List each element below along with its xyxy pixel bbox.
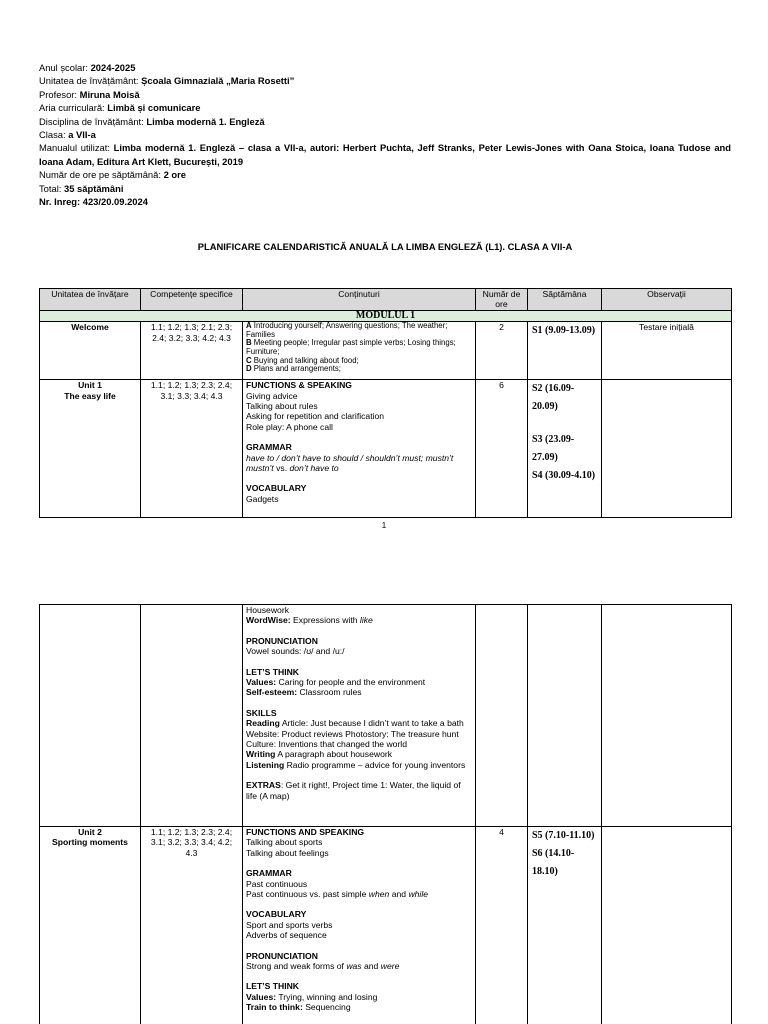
week-item: S4 (30.09-4.10) bbox=[532, 470, 596, 482]
content-item: Past continuous bbox=[246, 878, 308, 889]
curricular-area-label: Aria curriculară: bbox=[39, 102, 108, 114]
content-label: Self-esteem: bbox=[246, 687, 298, 698]
unit-title bbox=[40, 827, 141, 1024]
section-heading: VOCABULARY bbox=[246, 909, 307, 920]
content-item bbox=[246, 760, 472, 770]
teacher-value: Miruna Moisă bbox=[79, 88, 140, 100]
content-text: like bbox=[359, 615, 373, 626]
content-text: Buying and talking about food; bbox=[251, 355, 359, 365]
content-item bbox=[246, 889, 472, 899]
content-label: Writing bbox=[246, 749, 276, 760]
content-item: Role play: A phone call bbox=[246, 421, 333, 432]
school-year-value: 2024-2025 bbox=[90, 62, 136, 73]
page-2 bbox=[0, 604, 768, 1024]
textbook-value: Limba modernă 1. Engleză – clasa a VII-a, autori: Herbert Puchta, Jeff Stranks, Peter Lewis-Jones with Oana Stoica, Ioana Tudose and Ioana Adam, Editura Art Klett, București, 2019 bbox=[39, 142, 731, 167]
table-header-row bbox=[40, 289, 732, 311]
observations-cell: Testare inițială bbox=[602, 322, 732, 380]
competences-cell bbox=[141, 605, 243, 827]
content-item: Giving advice bbox=[246, 390, 298, 401]
textbook-label: Manualul utilizat: bbox=[39, 142, 114, 154]
content-label: Values: bbox=[246, 677, 277, 688]
section-heading: LET’S THINK bbox=[246, 666, 299, 677]
content-text: Trying, winning and losing bbox=[276, 991, 378, 1002]
content-item bbox=[246, 749, 472, 759]
unit-number: Unit 2 bbox=[78, 827, 102, 837]
week-cell bbox=[528, 380, 602, 518]
subject-line bbox=[39, 115, 731, 128]
week-cell bbox=[528, 827, 602, 1024]
content-text: was bbox=[346, 961, 362, 972]
unit-title: Welcome bbox=[40, 322, 141, 380]
content-item bbox=[246, 780, 472, 801]
curricular-area-line bbox=[39, 101, 731, 114]
content-item: Asking for repetition and clarification bbox=[246, 411, 385, 422]
content-item bbox=[246, 322, 472, 339]
registration-value: Nr. Inreg: 423/20.09.2024 bbox=[39, 196, 148, 208]
subject-value: Limba modernă 1. Engleză bbox=[146, 115, 265, 127]
content-text: : Get it right!, Project time 1: Water, the liquid of life (A map) bbox=[246, 780, 461, 801]
hours-cell: 6 bbox=[476, 380, 528, 518]
content-item bbox=[246, 992, 472, 1002]
content-label: EXTRAS bbox=[246, 780, 281, 791]
contents-cell bbox=[243, 380, 476, 518]
hours-cell: 4 bbox=[476, 827, 528, 1024]
content-item: Housework bbox=[246, 605, 289, 615]
hours-cell bbox=[476, 605, 528, 827]
grammar-text: vs. bbox=[276, 463, 290, 474]
module-title: MODULUL 1 bbox=[40, 310, 732, 321]
section-heading: VOCABULARY bbox=[246, 483, 307, 494]
hours-label: Număr de ore pe săptămână: bbox=[39, 169, 164, 181]
content-item bbox=[246, 339, 472, 356]
contents-cell bbox=[243, 605, 476, 827]
observations-cell bbox=[602, 605, 732, 827]
textbook-line bbox=[39, 141, 731, 168]
grammar-text: don’t have to bbox=[289, 463, 339, 474]
header-hours: Număr de ore bbox=[476, 289, 528, 311]
section-heading: PRONUNCIATION bbox=[246, 950, 318, 961]
total-line bbox=[39, 182, 731, 195]
plan-table bbox=[39, 288, 732, 518]
header-observations: Observații bbox=[602, 289, 732, 311]
content-label: Listening bbox=[246, 759, 285, 770]
total-label: Total: bbox=[39, 182, 65, 194]
content-label: Train to think: bbox=[246, 1002, 303, 1013]
header-contents: Conținuturi bbox=[243, 289, 476, 311]
content-item bbox=[246, 365, 472, 374]
curricular-area-value: Limbă și comunicare bbox=[107, 102, 201, 114]
subject-label: Disciplina de învățământ: bbox=[39, 115, 147, 127]
total-value: 35 săptămâni bbox=[64, 182, 124, 194]
unit-name: Sporting moments bbox=[52, 837, 128, 848]
competences-cell: 1.1; 1.2; 1.3; 2.3; 2.4; 3.1; 3.3; 3.4; 4.3 bbox=[141, 380, 243, 518]
table-row bbox=[40, 380, 732, 518]
content-text: A paragraph about housework bbox=[275, 749, 393, 760]
content-item bbox=[246, 615, 472, 625]
teacher-line bbox=[39, 88, 731, 101]
content-letter: C bbox=[246, 355, 252, 365]
week-item: S3 (23.09-27.09) bbox=[532, 434, 575, 464]
content-text: and bbox=[389, 889, 409, 900]
content-text: Meeting people; Irregular past simple verbs; Losing things; Furniture; bbox=[246, 338, 456, 356]
content-text: while bbox=[408, 889, 429, 900]
content-text: Sequencing bbox=[302, 1002, 351, 1013]
hours-line bbox=[39, 168, 731, 181]
content-text: Article: Just because I didn’t want to take a bath Website: Product reviews Photostory: The treasure hunt Culture: Inventions that changed the world bbox=[246, 718, 464, 750]
section-heading: PRONUNCIATION bbox=[246, 635, 318, 646]
school-label: Unitatea de învățământ: bbox=[39, 75, 142, 87]
unit-number: Unit 1 bbox=[78, 380, 102, 391]
table-row bbox=[40, 605, 732, 827]
registration-line bbox=[39, 195, 731, 208]
week-item: S6 (14.10-18.10) bbox=[532, 848, 575, 877]
content-text: Radio programme – advice for young inventors bbox=[284, 759, 466, 770]
content-label: Reading bbox=[246, 718, 280, 729]
week-item: S2 (16.09-20.09) bbox=[532, 383, 575, 413]
content-item bbox=[246, 677, 472, 687]
content-item: Talking about sports bbox=[246, 837, 323, 848]
table-row bbox=[40, 827, 732, 1024]
content-text: Expressions with bbox=[290, 615, 360, 626]
content-item: Talking about feelings bbox=[246, 847, 329, 858]
week-item: S5 (7.10-11.10) bbox=[532, 830, 595, 841]
content-item: Talking about rules bbox=[246, 401, 318, 412]
competences-cell: 1.1; 1.2; 1.3; 2.1; 2.3; 2.4; 3.2; 3.3; 4.2; 4.3 bbox=[141, 322, 243, 380]
competences-cell: 1.1; 1.2; 1.3; 2.3; 2.4; 3.1; 3.2; 3.3; 3.4; 4.2; 4.3 bbox=[141, 827, 243, 1024]
contents-cell bbox=[243, 827, 476, 1024]
content-item bbox=[246, 1002, 472, 1012]
content-item: Adverbs of sequence bbox=[246, 930, 327, 941]
school-value: Școala Gimnazială „Maria Rosetti” bbox=[141, 75, 295, 87]
unit-title bbox=[40, 380, 141, 518]
week-cell bbox=[528, 605, 602, 827]
document-header bbox=[39, 61, 731, 208]
content-text: Past continuous vs. past simple bbox=[246, 889, 369, 900]
contents-cell bbox=[243, 322, 476, 380]
unit-name: The easy life bbox=[64, 390, 116, 401]
hours-cell: 2 bbox=[476, 322, 528, 380]
content-letter: B bbox=[246, 338, 252, 348]
school-line bbox=[39, 74, 731, 87]
content-text: Plans and arrangements; bbox=[251, 364, 341, 374]
content-text: and bbox=[361, 961, 381, 972]
content-label: Values: bbox=[246, 991, 277, 1002]
school-year-line bbox=[39, 61, 731, 74]
header-unit: Unitatea de învățare bbox=[40, 289, 141, 311]
content-text: Classroom rules bbox=[297, 687, 362, 698]
content-letter: D bbox=[246, 364, 252, 374]
observations-cell bbox=[602, 380, 732, 518]
grammar-text: have to / don’t have to should / shouldn’t must; mustn’t bbox=[246, 452, 454, 463]
class-line bbox=[39, 128, 731, 141]
content-item: Gadgets bbox=[246, 493, 279, 504]
module-row bbox=[40, 310, 732, 321]
section-heading: GRAMMAR bbox=[246, 442, 292, 453]
school-year-label: Anul școlar: bbox=[39, 62, 91, 73]
section-heading: FUNCTIONS & SPEAKING bbox=[246, 380, 352, 391]
content-text: when bbox=[368, 889, 390, 900]
content-item bbox=[246, 687, 472, 697]
observations-cell bbox=[602, 827, 732, 1024]
content-label: WordWise: bbox=[246, 615, 291, 626]
content-item bbox=[246, 718, 472, 749]
teacher-label: Profesor: bbox=[39, 88, 80, 100]
content-item: mustn’t vs. don’t have to bbox=[246, 463, 339, 474]
content-text: were bbox=[380, 961, 400, 972]
content-text: Caring for people and the environment bbox=[276, 677, 426, 688]
content-text: Introducing yourself; Answering questions; The weather; Families bbox=[246, 321, 448, 339]
class-label: Clasa: bbox=[39, 129, 69, 141]
page-number: 1 bbox=[381, 521, 387, 530]
table-row bbox=[40, 322, 732, 380]
page-title: PLANIFICARE CALENDARISTICĂ ANUALĂ LA LIMBA ENGLEZĂ (L1). CLASA A VII-A bbox=[197, 241, 573, 252]
week-cell: S1 (9.09-13.09) bbox=[528, 322, 602, 380]
hours-value: 2 ore bbox=[163, 169, 186, 181]
unit-title bbox=[40, 605, 141, 827]
section-heading: GRAMMAR bbox=[246, 868, 292, 879]
header-week: Săptămâna bbox=[528, 289, 602, 311]
content-letter: A bbox=[246, 321, 252, 331]
header-competences: Competențe specifice bbox=[141, 289, 243, 311]
plan-table-continued bbox=[39, 604, 732, 1024]
content-item bbox=[246, 961, 472, 971]
class-value: a VII-a bbox=[68, 129, 96, 141]
section-heading: FUNCTIONS AND SPEAKING bbox=[246, 827, 365, 837]
section-heading: SKILLS bbox=[246, 707, 277, 718]
content-item bbox=[246, 453, 472, 463]
content-text: Strong and weak forms of bbox=[246, 961, 347, 972]
content-item: Vowel sounds: /ʊ/ and /u:/ bbox=[246, 646, 345, 657]
content-item: Sport and sports verbs bbox=[246, 919, 333, 930]
section-heading: LET’S THINK bbox=[246, 981, 299, 992]
